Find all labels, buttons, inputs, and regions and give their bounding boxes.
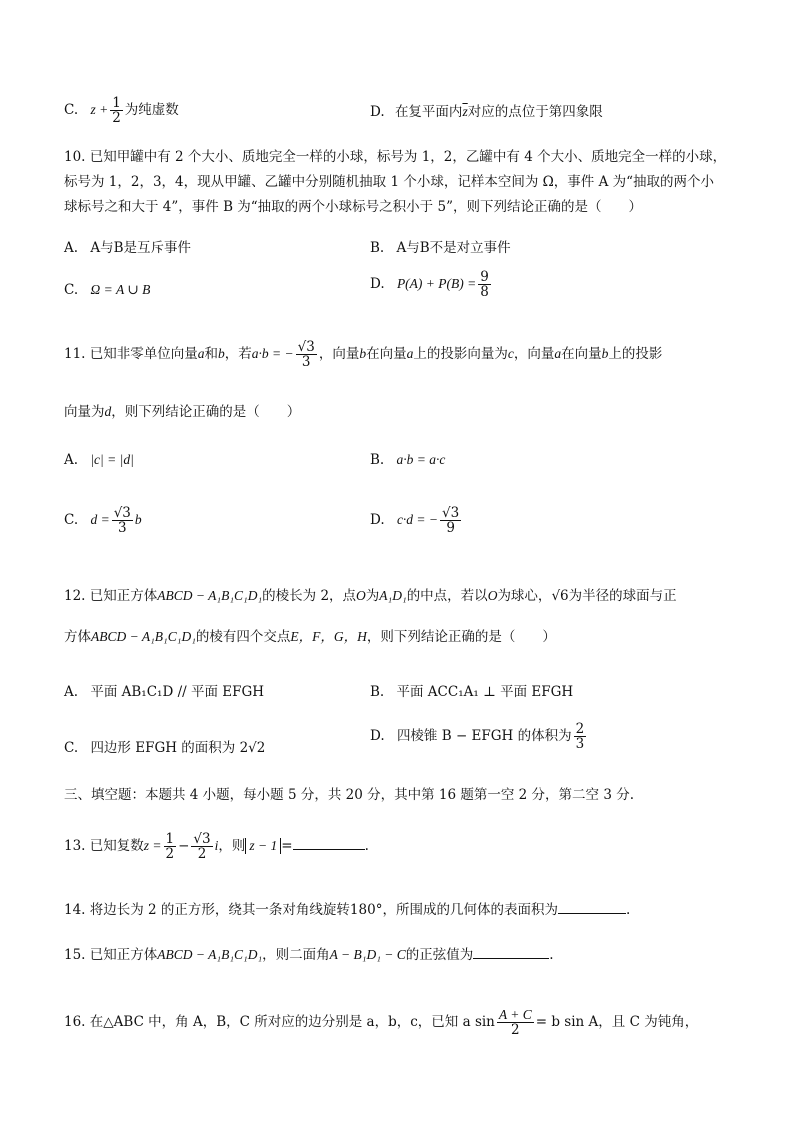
question-10-line1: 10. 已知甲罐中有 2 个大小、质地完全一样的小球，标号为 1，2，乙罐中有 4 个大小、质地完全一样的小球，: [64, 149, 727, 165]
option-label: D.: [370, 276, 385, 293]
denominator: 3: [575, 736, 585, 753]
denominator: 3: [117, 520, 127, 537]
option-11a: [64, 452, 134, 468]
question-10-line2: 标号为 1，2，3，4，现从甲罐、乙罐中分别随机抽取 1 个小球，记样本空间为 Ω，事件 A 为“抽取的两个小: [64, 174, 715, 190]
option-10d: [370, 270, 493, 299]
question-11-line1: 11. 已知非零单位向量a和b，若a·b = − $\frac{√3}{3}$ ，向量b在向量a上的投影向量为c，向量a在向量b上的投影: [64, 339, 663, 371]
fraction: $\frac{1}{2}$: [165, 831, 175, 863]
option-text: Ω = A ∪ B: [90, 282, 151, 297]
fraction: [110, 96, 123, 125]
fraction: [112, 506, 133, 535]
option-9d: [370, 100, 603, 120]
denominator: 2: [112, 110, 121, 127]
option-11c: [64, 506, 142, 535]
option-10c: [64, 282, 150, 298]
option-label: D.: [370, 512, 385, 529]
fraction: $\frac{A + C}{2}$: [498, 1007, 532, 1039]
option-9c: [64, 96, 179, 125]
question-12-line2: 方体ABCD − A₁B₁C₁D₁的棱有四个交点E，F，G，H，则下列结论正确的是（ ）: [64, 629, 556, 645]
option-10b: [370, 236, 511, 256]
fraction: $\frac{√3}{2}$: [193, 831, 211, 863]
answer-blank: [558, 901, 626, 914]
option-text: A与B不是对立事件: [396, 240, 511, 256]
denominator: 9: [446, 520, 455, 537]
question-13: 13. 已知复数z = $\frac{1}{2}$ − $\frac{√3}{2}$ i，则 z − 1 = .: [64, 831, 369, 863]
question-14: 14. 将边长为 2 的正方形，绕其一条对角线旋转180°，所围成的几何体的表面积为 .: [64, 902, 631, 918]
option-text: 四棱锥 B − EFGH 的体积为: [396, 728, 572, 745]
option-label: D.: [370, 104, 385, 120]
option-10a: [64, 236, 191, 256]
option-label: B.: [370, 452, 385, 468]
question-12-line1: 12. 已知正方体ABCD − A₁B₁C₁D₁的棱长为 2，点O为A₁D₁的中点，若以O为球心，√6为半径的球面与正: [64, 588, 677, 604]
fraction: [296, 340, 317, 369]
option-12d: [370, 722, 588, 751]
numerator: 2: [575, 721, 585, 737]
conjugate-z: $\overline{z}$: [462, 104, 468, 119]
math-expr: d =: [90, 512, 110, 528]
answer-blank: [473, 946, 549, 959]
math-expr: c·d = −: [396, 512, 439, 528]
option-text: a·b = a·c: [396, 452, 446, 467]
numerator: 1: [112, 95, 121, 111]
option-label: A.: [64, 240, 79, 256]
option-text: 在复平面内: [394, 104, 463, 120]
fraction: [478, 270, 491, 299]
numerator: √3: [113, 505, 131, 521]
answer-blank: [293, 837, 365, 850]
math-expr: z +: [90, 102, 109, 118]
denominator: 8: [480, 284, 489, 301]
option-label: C.: [64, 512, 79, 529]
option-11b: [370, 452, 445, 468]
question-15: 15. 已知正方体ABCD − A₁B₁C₁D₁，则二面角A − B₁D₁ − C的正弦值为 .: [64, 947, 554, 963]
option-label: B.: [370, 684, 385, 700]
math-expr: b: [134, 512, 142, 528]
option-label: A.: [64, 452, 79, 468]
option-text: A与B是互斥事件: [90, 240, 192, 256]
denominator: 3: [301, 354, 311, 371]
option-label: C.: [64, 102, 79, 119]
numerator: √3: [442, 505, 460, 521]
option-text: 为纯虚数: [124, 102, 179, 119]
option-12a: [64, 680, 264, 700]
option-12c: [64, 736, 265, 756]
dot-product: a·b = −: [251, 346, 294, 362]
option-text: 平面 ACC₁A₁ ⊥ 平面 EFGH: [396, 684, 574, 700]
fraction: [440, 506, 461, 535]
option-text: 四边形 EFGH 的面积为 2√2: [90, 740, 266, 756]
section-heading: 三、填空题：本题共 4 小题，每小题 5 分，共 20 分，其中第 16 题第一空 2 分，第二空 3 分.: [64, 787, 634, 803]
fraction: [574, 722, 587, 751]
question-16: 16. 在△ABC 中，角 A，B，C 所对应的边分别是 a，b，c，已知 a sin $\frac{A + C}{2}$ = b sin A，且 C 为钝角，: [64, 1007, 699, 1039]
option-label: C.: [64, 282, 79, 298]
option-text: 平面 AB₁C₁D // 平面 EFGH: [90, 684, 265, 700]
question-10-line3: 球标号之和大于 4”，事件 B 为“抽取的两个小球标号之积小于 5”，则下列结论正确的是（ ）: [64, 199, 642, 215]
math-expr: P(A) + P(B) =: [396, 276, 477, 292]
option-11d: [370, 506, 463, 535]
option-text: |c| = |d|: [90, 452, 134, 467]
numerator: 9: [480, 269, 489, 285]
question-11-line2: 向量为d，则下列结论正确的是（ ）: [64, 404, 301, 420]
option-label: D.: [370, 728, 385, 745]
option-text: 对应的点位于第四象限: [467, 104, 603, 120]
numerator: √3: [297, 339, 315, 355]
option-label: C.: [64, 740, 79, 756]
absolute-value: z − 1: [245, 838, 281, 854]
option-label: B.: [370, 240, 385, 256]
option-12b: [370, 680, 573, 700]
option-label: A.: [64, 684, 79, 700]
